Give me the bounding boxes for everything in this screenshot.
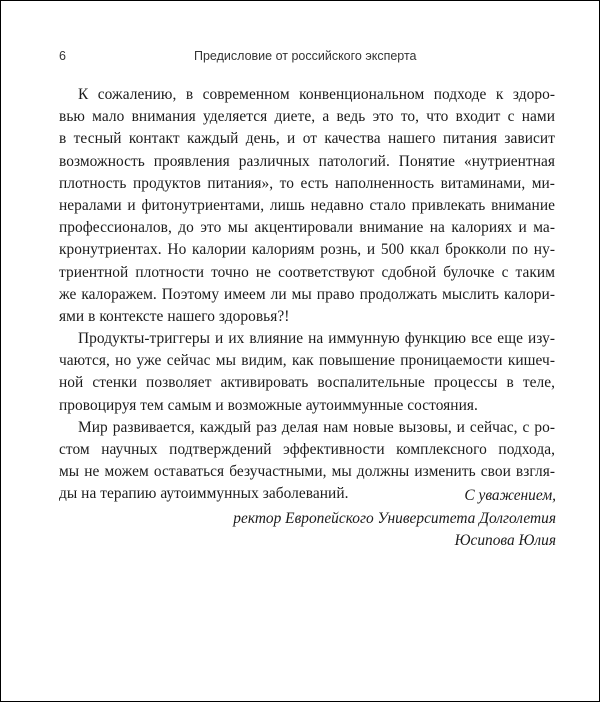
text-line: возможность проявления различных патологий. Понятие «нутриентная: [59, 152, 555, 170]
running-head: Предисловие от российского эксперта: [194, 49, 417, 63]
text-line: ды на терапию аутоиммунных заболеваний.: [59, 485, 349, 503]
text-line: Мир развивается, каждый раз делая нам новые вызовы, и сейчас, с ро-: [78, 418, 555, 436]
text-line: профессионалов, до это мы акцентировали внимание на калориях и ма-: [59, 219, 555, 237]
text-line: нералами и фитонутриентами, лишь недавно стало привлекать внимание: [59, 196, 555, 214]
text-line: в тесный контакт каждый день, и от качества нашего питания зависит: [59, 130, 555, 148]
text-line: плотность продуктов питания», то есть наполненность витаминами, ми-: [59, 174, 555, 192]
paragraph-1: [59, 84, 555, 328]
body-text: [59, 84, 555, 506]
text-line: чаются, но уже сейчас мы видим, как повышение проницаемости кишеч-: [59, 352, 555, 370]
paragraph-2: [59, 328, 555, 417]
text-line: мы не можем оставаться безучастными, мы должны изменить свои взгля-: [59, 463, 555, 481]
text-line: Продукты-триггеры и их влияние на иммунную функцию все еще изу-: [78, 330, 555, 348]
text-line: провоцируя тем самым и возможные аутоиммунные состояния.: [59, 396, 478, 414]
text-line: К сожалению, в современном конвенциональном подходе к здоро-: [78, 86, 555, 103]
text-line: кронутриентах. Но калории калориям рознь, и 500 ккал брокколи по ну-: [59, 241, 555, 259]
text-line: ями в контексте нашего здоровья?!: [59, 307, 290, 325]
text-line: же калоражем. Поэтому имеем ли мы право продолжать мыслить калори-: [59, 285, 555, 303]
text-line: стом научных подтверждений эффективности комплексного подхода,: [59, 441, 555, 458]
page-number: 6: [59, 49, 66, 63]
signature-name: Юсипова Юлия: [454, 532, 556, 549]
signature-closing: С уважением,: [464, 487, 556, 504]
signature-block: [233, 485, 556, 553]
text-line: триентной плотности точно не соответствуют сдобной булочке с таким: [59, 263, 555, 281]
text-line: вью мало внимания уделяется диете, а ведь это то, что входит с нами: [59, 108, 555, 126]
text-line: ной стенки позволяет активировать воспалительные процессы в теле,: [59, 374, 555, 392]
signature-position: ректор Европейского Университета Долголетия: [233, 509, 556, 527]
page-header: [59, 49, 556, 69]
